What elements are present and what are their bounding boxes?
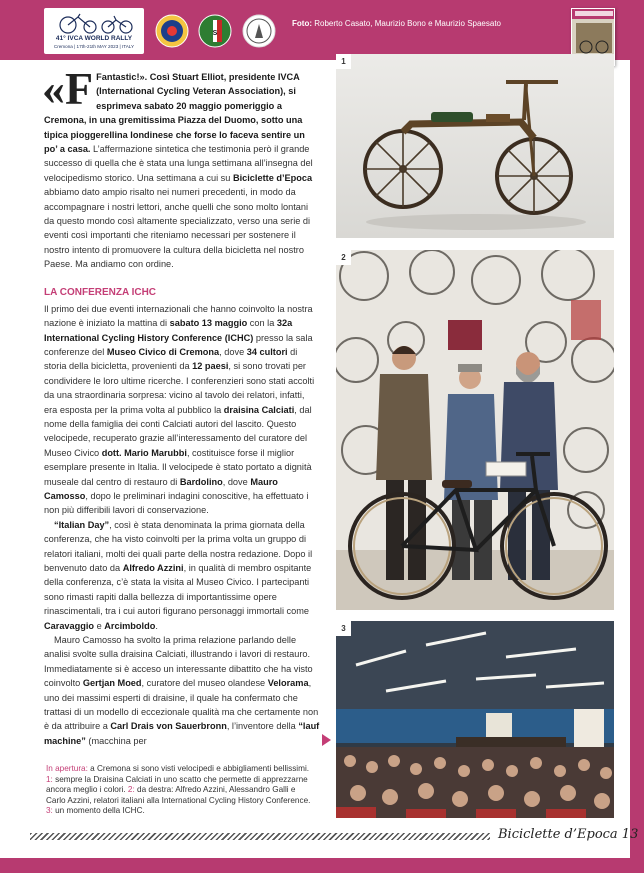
p3-text: Mauro Camosso ha svolto la prima relazione parlando delle analisi svolte sulla draisina Calciati, illustrando i lavori di restauro. Immediatamente si è acceso un interessante dibattito che ha visto coinvolto: [44, 635, 313, 689]
p2-text: , in qualità di membro ospitante della conferenza, c’è stata la visita al Museo Civico. I partecipanti sono rimasti rapiti dalla bellezza di importantissime opere rinascimentali, tra i cui autori figurano personaggi immortali come: [44, 563, 312, 617]
p1-countries: 12 paesi: [192, 361, 229, 372]
caption-text: da destra: Alfredo Azzini, Alessandro Galli e Carlo Azzini, relatori italiani alla International Cycling History Conference.: [46, 785, 311, 805]
paragraph-2: [44, 518, 320, 633]
photo-caption: [46, 764, 316, 817]
p3-text: (macchina per: [85, 735, 147, 746]
club-badge-1-icon: [155, 14, 189, 48]
section-title: LA CONFERENZA ICHC: [44, 286, 157, 298]
p1-museum: Museo Civico di Cremona: [106, 346, 220, 357]
photo-number: 2: [336, 250, 351, 265]
intro-text-1: L’affermazione sintetica che testimonia però il grande successo di quella che è stata una lunga settimana all’insegna del velocipedismo storico. Una settimana a cui su: [44, 144, 313, 183]
intro-magazine-name: Biciclette d’Epoca: [232, 172, 313, 183]
p3-expert: Gertjan Moed: [82, 678, 142, 689]
photo-credit-label: Foto:: [292, 19, 312, 28]
caption-number: 3:: [46, 806, 53, 816]
paragraph-1: [44, 302, 320, 518]
p1-draisina: draisina Calciati: [223, 404, 295, 415]
article-intro: [42, 63, 320, 272]
p3-inventor: Carl Drais von Sauerbronn: [110, 721, 227, 732]
p1-text: Il primo dei due eventi internazionali che hanno coinvolto la nostra nazione è iniziato la mattina di: [44, 303, 313, 329]
p3-museum: Velorama: [267, 678, 309, 689]
p2-text: , così è stata denominata la prima giornata della conferenza, che ha visto coinvolti per la prima volta un gruppo di relatori italiani, molti dei quali parte della nostra redazione. Dopo il benvenuto dato da: [44, 519, 313, 573]
p1-text: , si sono trovati per condividere le loro ultime ricerche. I conferenzieri sono stati accolti da una straordinaria sorpresa: vicino al tavolo dei relatori, infatti, era esposta per la prima volta al pubblico la: [44, 361, 315, 415]
p1-text: , dal nome della famiglia dei conti Calciati autori del lascito. Questo velocipede, recuperato grazie all’interessamento del curatore del Museo Civico: [44, 404, 312, 458]
p1-text: , dove: [219, 346, 247, 357]
p2-artist: Caravaggio: [44, 620, 95, 631]
p1-text: con la: [247, 318, 277, 329]
p1-text: presso la sala conferenze del: [44, 332, 313, 357]
photo-1-draisine: [336, 54, 614, 238]
p1-text: , dopo le preliminari indagini conoscitive, ha effettuato i non più differibili lavori di conservazione.: [44, 490, 309, 516]
intro-text-2: abbiamo dato ampio risalto nei numeri precedenti, in modo da accompagnare i nostri lettori, anche quelli che sono molto lontani da questo mondo così altamente specializzato, verso una serie di eventi così importanti che riteniamo necessari per sostenere il nostro intento di promuovere la cultura della bicicletta nel nostro Paese. Ma andiamo con ordine.: [44, 187, 311, 270]
caption-number: 1:: [46, 774, 53, 784]
p1-date: sabato 13 maggio: [169, 318, 248, 329]
p2-artist: Arcimboldo: [104, 620, 156, 631]
photo-2-speakers: [336, 250, 614, 610]
p1-curator: dott. Mario Marubbi: [101, 447, 187, 458]
caption-number: 2:: [127, 785, 135, 795]
p1-text: , costituisce forse il miglior esemplare presente in Italia. Il velocipede è stato portato a dignità museale dal centro di restauro di: [44, 447, 312, 487]
club-badge-3-icon: [242, 14, 276, 48]
rally-subtitle: Cremona | 17th-21th MAY 2023 | ITALY: [53, 44, 135, 49]
p3-text: , curatore del museo olandese: [141, 678, 268, 689]
caption-text: sempre la Draisina Calciati in uno scatto che permette di apprezzarne ancora meglio i colori.: [46, 774, 308, 795]
continue-arrow-icon: [322, 734, 331, 746]
p1-text: , dove: [222, 476, 251, 487]
rally-logo: [44, 8, 144, 54]
paragraph-3: [44, 633, 320, 748]
p3-machine: “lauf machine”: [44, 721, 320, 746]
p2-host: Alfredo Azzini: [122, 563, 184, 573]
caption-label: In apertura:: [46, 764, 88, 773]
p2-italian-day: “Italian Day”: [54, 519, 110, 530]
p1-restorer: Mauro Camosso: [44, 476, 278, 501]
svg-text:S: S: [212, 30, 218, 37]
p1-place: Bardolino: [179, 476, 223, 487]
photo-number: 1: [336, 54, 351, 69]
p3-text: , l’inventore della: [226, 721, 299, 732]
p1-conference: 32a International Cycling History Conference (ICHC): [44, 318, 293, 343]
opening-quote-mark: «F: [42, 63, 94, 114]
page-header: [0, 0, 644, 60]
caption-text: a Cremona si sono visti velocipedi e abbigliamenti bellissimi.: [87, 764, 310, 773]
photo-credit: [292, 19, 501, 28]
p1-text: di storia della bicicletta, provenienti da: [44, 346, 298, 372]
footer-page-label: Biciclette d’Epoca 13: [498, 827, 639, 842]
photo-3-conference: [336, 621, 614, 818]
bicycle-icon: [50, 12, 138, 34]
p2-text: e: [94, 620, 105, 631]
p1-count: 34 cultori: [246, 346, 288, 357]
article-column: [42, 63, 320, 748]
photo-credit-names: Roberto Casato, Maurizio Bono e Maurizio Spaesato: [314, 19, 501, 28]
caption-text: un momento della ICHC.: [52, 806, 145, 816]
photo-number: 3: [336, 621, 351, 636]
club-badge-2-icon: [198, 14, 232, 48]
p2-text: .: [155, 620, 158, 631]
p3-text: , uno dei massimi esperti di draisine, il quale ha confermato che trattasi di un modello di eccezionale qualità ma che certamente non è da attribuire a: [44, 678, 319, 732]
rally-title: 41° IVCA WORLD RALLY: [55, 35, 133, 42]
intro-bold: Fantastic!». Così Stuart Elliot, presidente IVCA (International Cycling Veteran Association), si esprimeva sabato 20 maggio pomeriggio a Cremona, in una gremitissima Piazza del Duomo, sotto una tipica pioggerellina londinese che forse lo faceva sentire un po’ a casa.: [44, 72, 305, 155]
footer-decoration: [30, 833, 490, 840]
